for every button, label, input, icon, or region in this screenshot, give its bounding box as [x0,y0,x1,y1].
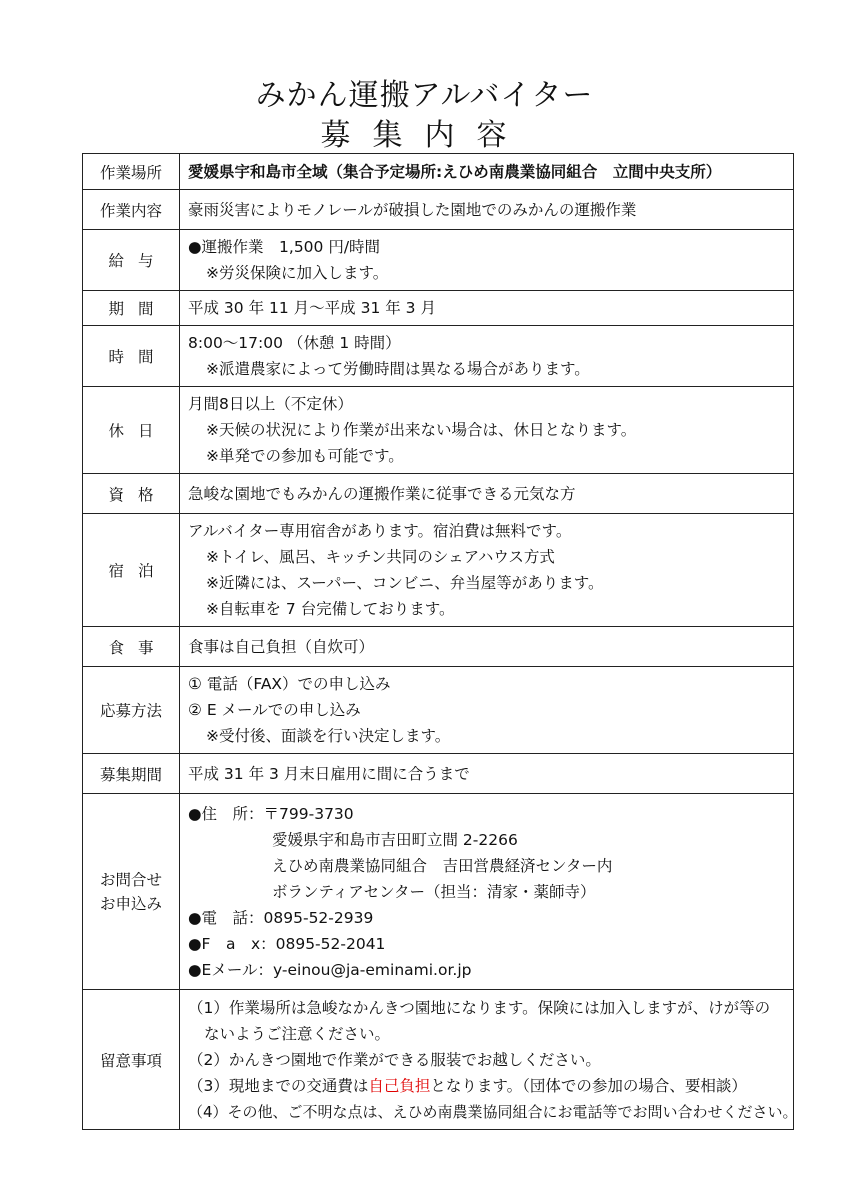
label-recruit-period: 募集期間 [83,754,180,794]
row-contact [83,794,794,990]
label-contact [83,794,180,990]
row-hours [83,326,794,387]
apply-line3: ※受付後、面談を行い決定します。 [206,727,451,745]
contact-label1: お問合せ [99,870,162,889]
holiday-line2: ※天候の状況により作業が出来ない場合は、休日となります。 [206,421,637,439]
row-meals [83,627,794,667]
value-period [180,291,794,326]
label-pay: 給与 [83,230,180,291]
recruit-period-text: 平成 31 年 3 月末日雇用に間に合うまで [188,764,470,783]
value-apply [180,667,794,754]
value-recruit-period [180,754,794,794]
label-period: 期間 [83,291,180,326]
document-title [0,78,849,156]
row-lodging [83,514,794,627]
row-work [83,190,794,230]
row-apply [83,667,794,754]
lodging-line2: ※トイレ、風呂、キッチン共同のシェアハウス方式 [206,548,555,566]
row-holiday [83,387,794,474]
notes-item3-pre: （3）現地までの交通費は [188,1076,369,1095]
pay-line1: ●運搬作業 1,500 円/時間 [188,238,381,256]
work-text: 豪雨災害によりモノレールが破損した園地でのみかんの運搬作業 [188,200,637,219]
contact-fax: ●F a x：0895-52-2041 [188,934,386,953]
contact-address2: えひめ南農業協同組合 吉田営農経済センター内 [272,856,613,875]
notes-item2: （2）かんきつ園地で作業ができる服装でお越しください。 [188,1050,601,1069]
pay-line2: ※労災保険に加入します。 [206,264,389,282]
contact-address1: 愛媛県宇和島市吉田町立間 2-2266 [272,830,518,849]
lodging-line3: ※近隣には、スーパー、コンビニ、弁当屋等があります。 [206,574,604,592]
label-meals: 食事 [83,627,180,667]
value-hours [180,326,794,387]
hours-line2: ※派遣農家によって労働時間は異なる場合があります。 [206,360,590,378]
contact-tel: ●電 話：0895-52-2939 [188,908,374,927]
notes-item3-highlight: 自己負担 [368,1076,431,1095]
value-contact [180,794,794,990]
value-pay [180,230,794,291]
row-notes [83,990,794,1130]
recruitment-table [82,153,798,1130]
label-place: 作業場所 [83,154,180,190]
value-qualification [180,474,794,514]
notes-item1: （1）作業場所は急峻なかんきつ園地になります。保険には加入しますが、けが等のないようご注意ください。 [188,998,771,1043]
contact-address3: ボランティアセンター（担当：清家・薬師寺） [272,882,596,901]
label-notes: 留意事項 [83,990,180,1130]
holiday-line3: ※単発での参加も可能です。 [206,447,404,465]
place-text: 愛媛県宇和島市全域（集合予定場所:えひめ南農業協同組合 立間中央支所） [188,162,722,181]
apply-line1: ① 電話（FAX）での申し込み [188,675,391,693]
lodging-line1: アルバイター専用宿舎があります。宿泊費は無料です。 [188,522,572,540]
lodging-line4: ※自転車を 7 台完備しております。 [206,600,455,618]
meals-text: 食事は自己負担（自炊可） [188,637,375,656]
label-work: 作業内容 [83,190,180,230]
contact-label2: お申込み [99,894,162,913]
value-work [180,190,794,230]
notes-item4: （4）その他、ご不明な点は、えひめ南農業協同組合にお電話等でお問い合わせください。 [188,1102,798,1121]
notes-item3-post: となります。（団体での参加の場合、要相談） [430,1076,747,1095]
value-notes [180,990,798,1130]
row-pay [83,230,794,291]
notes-item3 [188,1073,785,1099]
contact-address-label: ●住 所：〒799-3730 [188,804,354,823]
qualification-text: 急峻な園地でもみかんの運搬作業に従事できる元気な方 [188,484,576,503]
value-place [180,154,794,190]
label-lodging: 宿泊 [83,514,180,627]
title-main: みかん運搬アルバイター [255,78,594,113]
apply-line2: ② E メールでの申し込み [188,701,361,719]
label-hours: 時間 [83,326,180,387]
row-qualification [83,474,794,514]
period-text: 平成 30 年 11 月～平成 31 年 3 月 [188,299,436,317]
value-lodging [180,514,794,627]
value-meals [180,627,794,667]
contact-email: ●Eメール：y-einou@ja-eminami.or.jp [188,960,472,979]
value-holiday [180,387,794,474]
label-holiday: 休日 [83,387,180,474]
label-qualification: 資格 [83,474,180,514]
title-sub: 募集内容 [320,118,529,153]
row-place [83,154,794,190]
row-period [83,291,794,326]
row-recruit-period [83,754,794,794]
hours-line1: 8:00～17:00 （休憩 1 時間） [188,334,401,352]
label-apply: 応募方法 [83,667,180,754]
holiday-line1: 月間8日以上（不定休） [188,395,353,413]
